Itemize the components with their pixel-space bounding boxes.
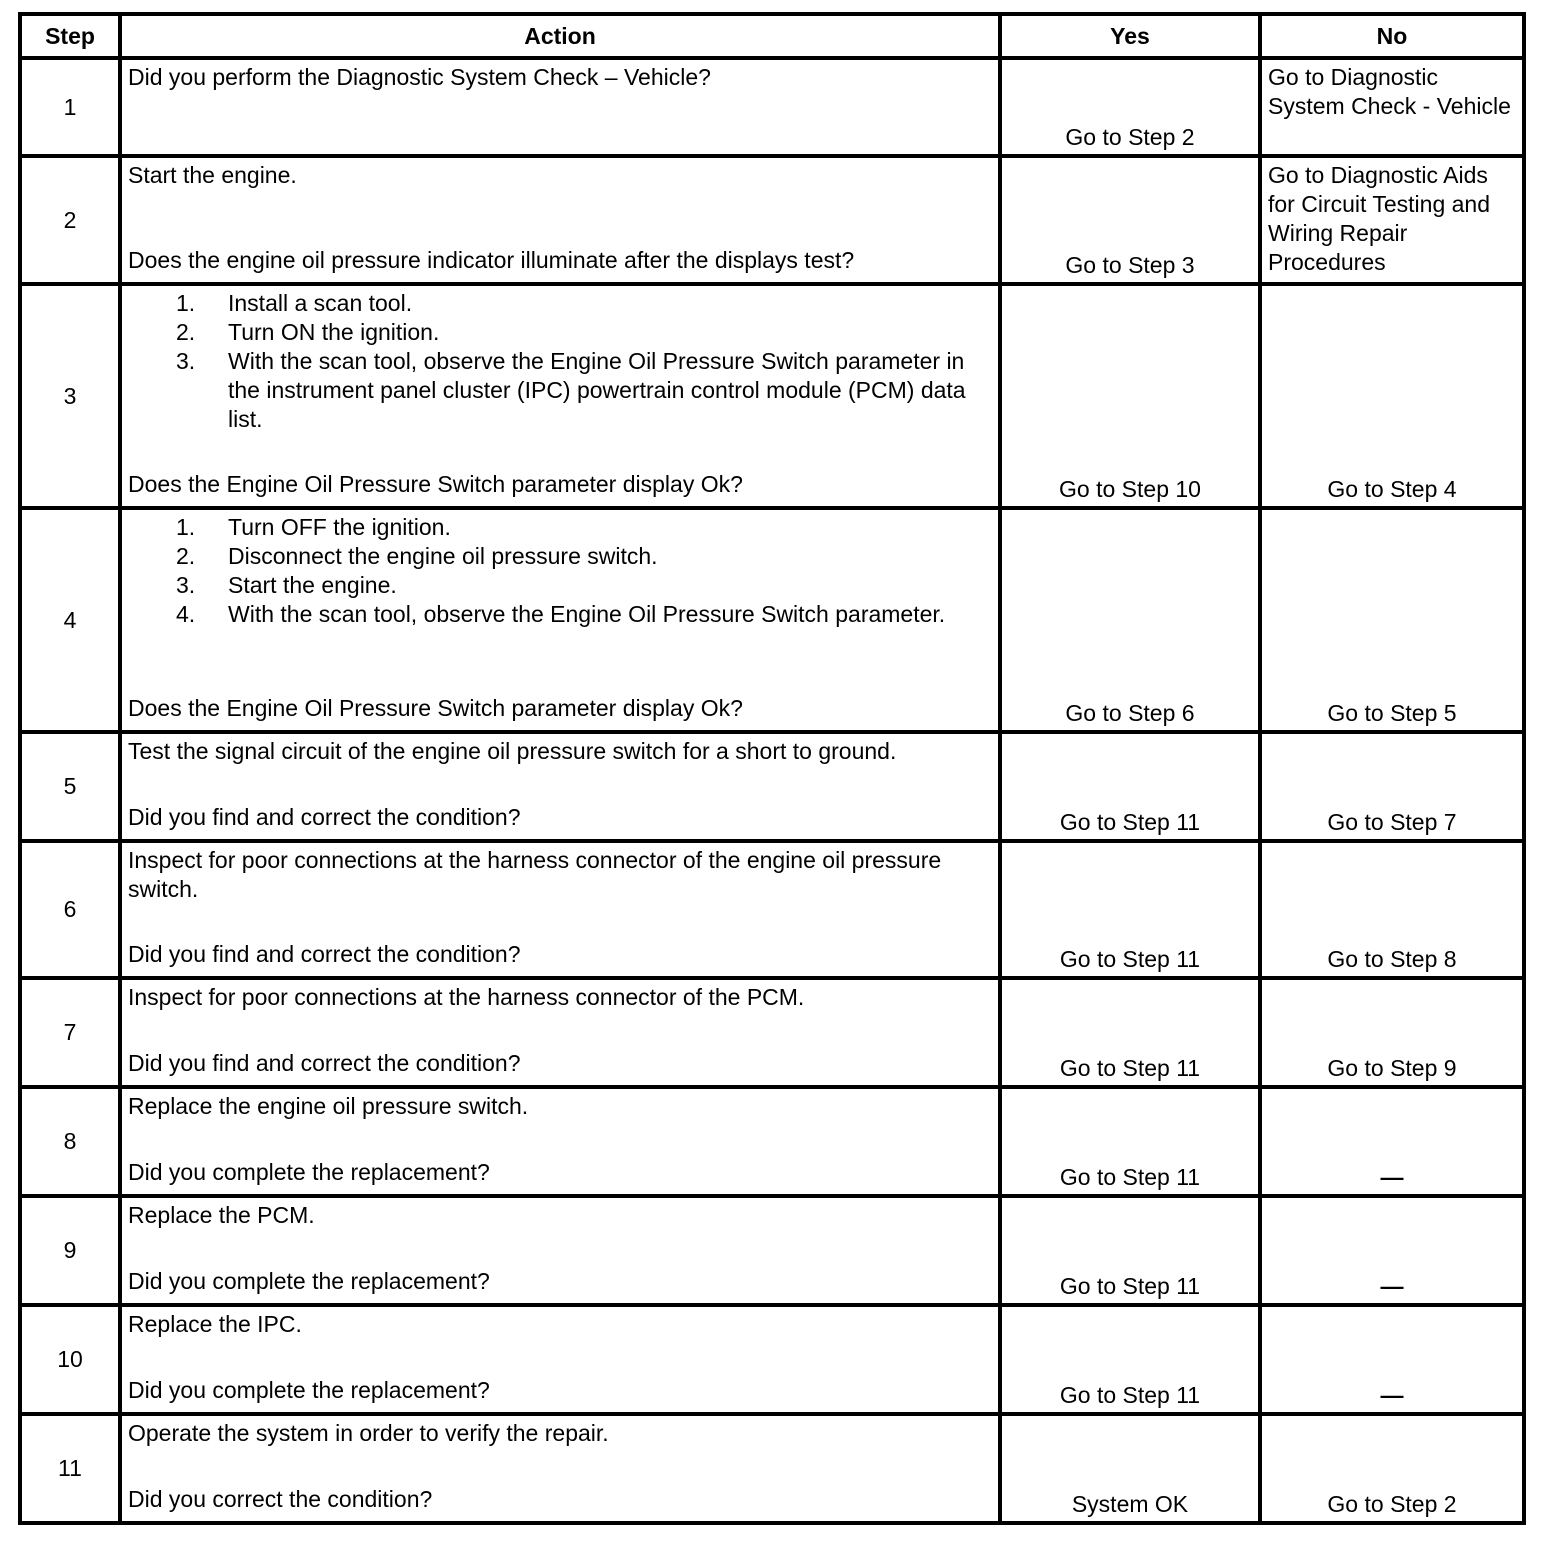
no-result: — bbox=[1380, 1273, 1404, 1299]
action-cell bbox=[120, 156, 1000, 284]
yes-result: System OK bbox=[1071, 1491, 1189, 1517]
table-row bbox=[20, 284, 1524, 508]
yes-result: Go to Step 10 bbox=[1059, 476, 1201, 502]
action-cell bbox=[120, 284, 1000, 508]
no-cell bbox=[1260, 284, 1524, 508]
instruction-list bbox=[128, 513, 992, 629]
yes-cell bbox=[1000, 1087, 1260, 1196]
list-item-text: Disconnect the engine oil pressure switch. bbox=[228, 543, 658, 569]
diagnostic-table bbox=[18, 12, 1526, 1525]
action-question: Did you find and correct the condition? bbox=[128, 941, 521, 967]
table-row bbox=[20, 156, 1524, 284]
action-text: Replace the PCM. bbox=[128, 1202, 315, 1228]
no-result: Go to Step 7 bbox=[1327, 809, 1457, 835]
table-body bbox=[20, 58, 1524, 1523]
action-cell bbox=[120, 1414, 1000, 1523]
step-number: 4 bbox=[20, 508, 120, 732]
action-text: Operate the system in order to verify the repair. bbox=[128, 1420, 609, 1446]
header-action: Action bbox=[120, 14, 1000, 58]
list-item bbox=[176, 542, 992, 571]
yes-cell bbox=[1000, 1196, 1260, 1305]
list-item bbox=[176, 513, 992, 542]
table-row bbox=[20, 508, 1524, 732]
no-result: — bbox=[1380, 1382, 1404, 1408]
no-cell bbox=[1260, 58, 1524, 156]
action-text: Replace the IPC. bbox=[128, 1311, 302, 1337]
list-item-text: With the scan tool, observe the Engine Oil Pressure Switch parameter. bbox=[228, 601, 946, 627]
list-item bbox=[176, 318, 992, 347]
no-cell bbox=[1260, 978, 1524, 1087]
list-item-number: 3. bbox=[176, 572, 196, 598]
no-cell bbox=[1260, 508, 1524, 732]
step-number: 3 bbox=[20, 284, 120, 508]
list-item bbox=[176, 289, 992, 318]
yes-cell bbox=[1000, 508, 1260, 732]
action-text: Inspect for poor connections at the harness connector of the PCM. bbox=[128, 984, 805, 1010]
action-cell bbox=[120, 1305, 1000, 1414]
table-row bbox=[20, 1305, 1524, 1414]
step-number: 5 bbox=[20, 732, 120, 841]
step-number: 8 bbox=[20, 1087, 120, 1196]
action-cell bbox=[120, 1196, 1000, 1305]
table-row bbox=[20, 978, 1524, 1087]
no-cell bbox=[1260, 1087, 1524, 1196]
action-text: Inspect for poor connections at the harness connector of the engine oil pressure switch. bbox=[128, 847, 942, 902]
list-item-text: Install a scan tool. bbox=[228, 290, 413, 316]
list-item-number: 1. bbox=[176, 514, 196, 540]
no-cell bbox=[1260, 732, 1524, 841]
no-result: Go to Diagnostic Aids for Circuit Testing and Wiring Repair Procedures bbox=[1268, 162, 1491, 275]
yes-result: Go to Step 3 bbox=[1065, 252, 1195, 278]
yes-cell bbox=[1000, 284, 1260, 508]
action-question: Does the engine oil pressure indicator illuminate after the displays test? bbox=[128, 247, 855, 273]
header-no: No bbox=[1260, 14, 1524, 58]
action-cell bbox=[120, 841, 1000, 978]
action-question: Did you complete the replacement? bbox=[128, 1159, 490, 1185]
yes-result: Go to Step 11 bbox=[1059, 809, 1201, 835]
step-number: 9 bbox=[20, 1196, 120, 1305]
list-item-number: 2. bbox=[176, 319, 196, 345]
action-text: Did you perform the Diagnostic System Check – Vehicle? bbox=[128, 64, 711, 90]
no-result: Go to Step 9 bbox=[1327, 1055, 1457, 1081]
yes-result: Go to Step 6 bbox=[1065, 700, 1195, 726]
yes-cell bbox=[1000, 841, 1260, 978]
yes-result: Go to Step 2 bbox=[1065, 124, 1195, 150]
table-row bbox=[20, 732, 1524, 841]
no-cell bbox=[1260, 1414, 1524, 1523]
action-question: Did you find and correct the condition? bbox=[128, 1050, 521, 1076]
yes-result: Go to Step 11 bbox=[1059, 1055, 1201, 1081]
no-result: Go to Step 4 bbox=[1327, 476, 1457, 502]
list-item-number: 1. bbox=[176, 290, 196, 316]
table-row bbox=[20, 1087, 1524, 1196]
yes-cell bbox=[1000, 58, 1260, 156]
table-row bbox=[20, 841, 1524, 978]
action-text: Replace the engine oil pressure switch. bbox=[128, 1093, 529, 1119]
table-row bbox=[20, 58, 1524, 156]
list-item-text: With the scan tool, observe the Engine Oil Pressure Switch parameter in the instrument panel cluster (IPC) powertrain control module (PCM) data list. bbox=[228, 348, 966, 432]
list-item-number: 3. bbox=[176, 348, 196, 374]
list-item-number: 2. bbox=[176, 543, 196, 569]
yes-cell bbox=[1000, 732, 1260, 841]
step-number: 1 bbox=[20, 58, 120, 156]
no-result: — bbox=[1380, 1164, 1404, 1190]
action-cell bbox=[120, 508, 1000, 732]
action-cell bbox=[120, 978, 1000, 1087]
instruction-list bbox=[128, 289, 992, 434]
step-number: 10 bbox=[20, 1305, 120, 1414]
no-cell bbox=[1260, 1196, 1524, 1305]
table-row bbox=[20, 1414, 1524, 1523]
yes-result: Go to Step 11 bbox=[1059, 1273, 1201, 1299]
yes-result: Go to Step 11 bbox=[1059, 1382, 1201, 1408]
yes-cell bbox=[1000, 156, 1260, 284]
action-cell bbox=[120, 1087, 1000, 1196]
action-question: Does the Engine Oil Pressure Switch parameter display Ok? bbox=[128, 471, 743, 497]
list-item bbox=[176, 600, 992, 629]
list-item-text: Start the engine. bbox=[228, 572, 397, 598]
action-question: Does the Engine Oil Pressure Switch parameter display Ok? bbox=[128, 695, 743, 721]
yes-result: Go to Step 11 bbox=[1059, 1164, 1201, 1190]
list-item-text: Turn ON the ignition. bbox=[228, 319, 440, 345]
no-result: Go to Step 8 bbox=[1327, 946, 1457, 972]
no-result: Go to Diagnostic System Check - Vehicle bbox=[1268, 64, 1511, 119]
no-result: Go to Step 2 bbox=[1327, 1491, 1457, 1517]
header-step: Step bbox=[20, 14, 120, 58]
step-number: 2 bbox=[20, 156, 120, 284]
no-cell bbox=[1260, 841, 1524, 978]
action-question: Did you complete the replacement? bbox=[128, 1268, 490, 1294]
step-number: 6 bbox=[20, 841, 120, 978]
step-number: 7 bbox=[20, 978, 120, 1087]
step-number: 11 bbox=[20, 1414, 120, 1523]
header-yes: Yes bbox=[1000, 14, 1260, 58]
action-text: Test the signal circuit of the engine oil pressure switch for a short to ground. bbox=[128, 738, 897, 764]
yes-cell bbox=[1000, 1305, 1260, 1414]
action-cell bbox=[120, 732, 1000, 841]
no-cell bbox=[1260, 1305, 1524, 1414]
no-cell bbox=[1260, 156, 1524, 284]
action-question: Did you correct the condition? bbox=[128, 1486, 433, 1512]
yes-cell bbox=[1000, 978, 1260, 1087]
list-item-text: Turn OFF the ignition. bbox=[228, 514, 451, 540]
list-item bbox=[176, 347, 992, 434]
action-text: Start the engine. bbox=[128, 162, 297, 188]
header-row bbox=[20, 14, 1524, 58]
action-cell bbox=[120, 58, 1000, 156]
table-row bbox=[20, 1196, 1524, 1305]
no-result: Go to Step 5 bbox=[1327, 700, 1457, 726]
yes-cell bbox=[1000, 1414, 1260, 1523]
action-question: Did you complete the replacement? bbox=[128, 1377, 490, 1403]
action-question: Did you find and correct the condition? bbox=[128, 804, 521, 830]
list-item-number: 4. bbox=[176, 601, 196, 627]
yes-result: Go to Step 11 bbox=[1059, 946, 1201, 972]
list-item bbox=[176, 571, 992, 600]
